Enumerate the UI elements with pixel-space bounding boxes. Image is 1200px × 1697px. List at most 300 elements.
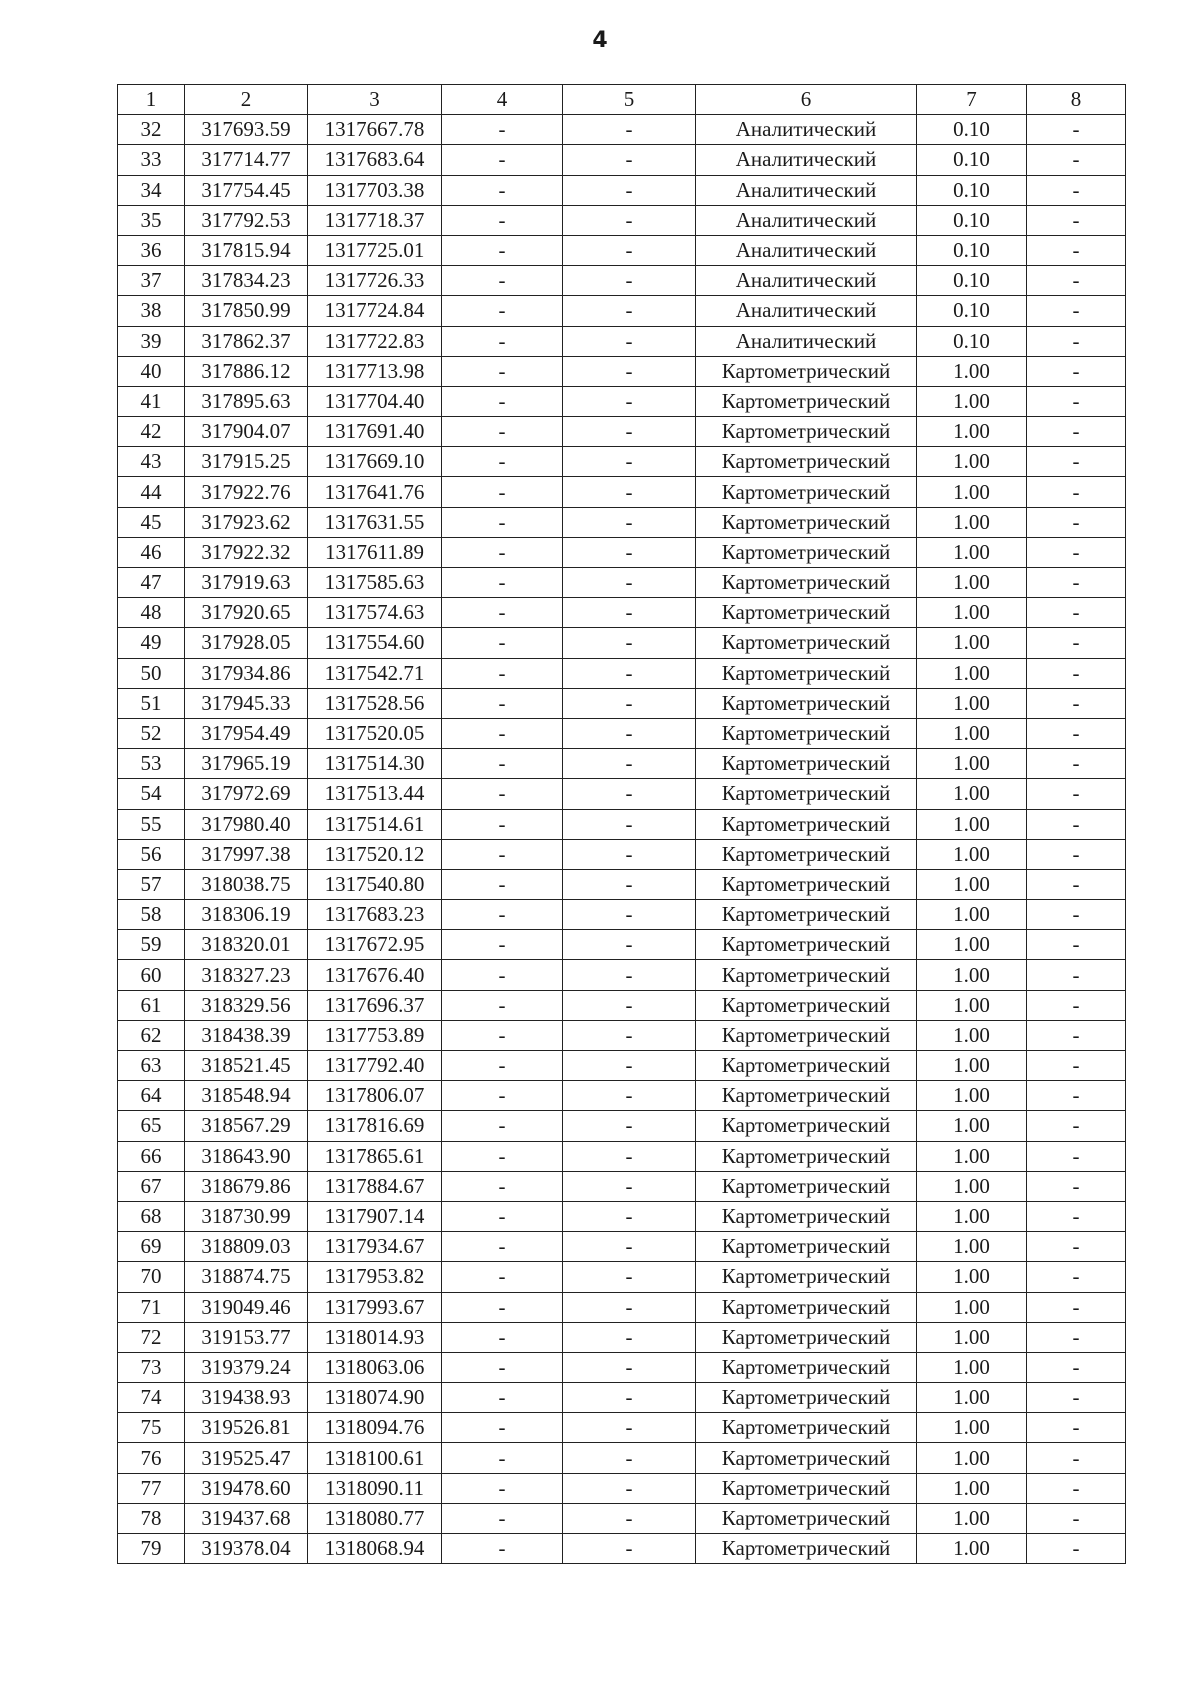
x-coordinate-cell: 317934.86 — [185, 658, 308, 688]
x-coordinate-cell: 318329.56 — [185, 990, 308, 1020]
column-8-cell: - — [1027, 145, 1126, 175]
table-row — [118, 356, 1126, 386]
point-number-cell: 56 — [118, 839, 185, 869]
point-number-cell: 41 — [118, 386, 185, 416]
column-4-cell: - — [442, 115, 563, 145]
method-cell: Картометрический — [696, 1443, 917, 1473]
column-5-cell: - — [563, 175, 696, 205]
x-coordinate-cell: 318327.23 — [185, 960, 308, 990]
column-8-cell: - — [1027, 417, 1126, 447]
column-5-cell: - — [563, 1232, 696, 1262]
method-cell: Картометрический — [696, 1171, 917, 1201]
column-4-cell: - — [442, 507, 563, 537]
method-cell: Картометрический — [696, 537, 917, 567]
column-5-cell: - — [563, 1020, 696, 1050]
table-row — [118, 1201, 1126, 1231]
table-row — [118, 1020, 1126, 1050]
y-coordinate-cell: 1318068.94 — [308, 1534, 442, 1564]
column-4-cell: - — [442, 1201, 563, 1231]
y-coordinate-cell: 1318074.90 — [308, 1383, 442, 1413]
accuracy-cell: 1.00 — [917, 1111, 1027, 1141]
method-cell: Картометрический — [696, 688, 917, 718]
y-coordinate-cell: 1317513.44 — [308, 779, 442, 809]
column-4-cell: - — [442, 839, 563, 869]
column-4-cell: - — [442, 1111, 563, 1141]
accuracy-cell: 1.00 — [917, 779, 1027, 809]
column-4-cell: - — [442, 1292, 563, 1322]
column-8-cell: - — [1027, 235, 1126, 265]
column-4-cell: - — [442, 447, 563, 477]
column-8-cell: - — [1027, 1534, 1126, 1564]
table-row — [118, 1232, 1126, 1262]
column-5-cell: - — [563, 960, 696, 990]
table-row — [118, 1352, 1126, 1382]
column-5-cell: - — [563, 1051, 696, 1081]
column-5-cell: - — [563, 1171, 696, 1201]
x-coordinate-cell: 318320.01 — [185, 930, 308, 960]
accuracy-cell: 1.00 — [917, 1534, 1027, 1564]
accuracy-cell: 1.00 — [917, 1020, 1027, 1050]
accuracy-cell: 1.00 — [917, 900, 1027, 930]
x-coordinate-cell: 317834.23 — [185, 266, 308, 296]
x-coordinate-cell: 319478.60 — [185, 1473, 308, 1503]
point-number-cell: 60 — [118, 960, 185, 990]
x-coordinate-cell: 317693.59 — [185, 115, 308, 145]
table-row — [118, 145, 1126, 175]
method-cell: Картометрический — [696, 1201, 917, 1231]
table-row — [118, 1503, 1126, 1533]
y-coordinate-cell: 1317704.40 — [308, 386, 442, 416]
table-row — [118, 1171, 1126, 1201]
column-5-cell: - — [563, 1111, 696, 1141]
y-coordinate-cell: 1317631.55 — [308, 507, 442, 537]
accuracy-cell: 1.00 — [917, 1413, 1027, 1443]
accuracy-cell: 0.10 — [917, 145, 1027, 175]
table-row — [118, 990, 1126, 1020]
y-coordinate-cell: 1317753.89 — [308, 1020, 442, 1050]
x-coordinate-cell: 317972.69 — [185, 779, 308, 809]
accuracy-cell: 1.00 — [917, 1443, 1027, 1473]
column-8-cell: - — [1027, 1503, 1126, 1533]
method-cell: Картометрический — [696, 1081, 917, 1111]
point-number-cell: 49 — [118, 628, 185, 658]
point-number-cell: 79 — [118, 1534, 185, 1564]
column-5-cell: - — [563, 1262, 696, 1292]
x-coordinate-cell: 317954.49 — [185, 718, 308, 748]
column-5-cell: - — [563, 628, 696, 658]
column-4-cell: - — [442, 326, 563, 356]
x-coordinate-cell: 317862.37 — [185, 326, 308, 356]
column-8-cell: - — [1027, 537, 1126, 567]
column-5-cell: - — [563, 598, 696, 628]
column-5-cell: - — [563, 1503, 696, 1533]
column-8-cell: - — [1027, 688, 1126, 718]
column-8-cell: - — [1027, 869, 1126, 899]
table-row — [118, 598, 1126, 628]
accuracy-cell: 1.00 — [917, 356, 1027, 386]
accuracy-cell: 1.00 — [917, 1171, 1027, 1201]
point-number-cell: 51 — [118, 688, 185, 718]
column-8-cell: - — [1027, 1020, 1126, 1050]
column-5-cell: - — [563, 266, 696, 296]
column-8-cell: - — [1027, 628, 1126, 658]
method-cell: Картометрический — [696, 507, 917, 537]
method-cell: Картометрический — [696, 356, 917, 386]
column-5-cell: - — [563, 386, 696, 416]
accuracy-cell: 1.00 — [917, 386, 1027, 416]
accuracy-cell: 1.00 — [917, 1322, 1027, 1352]
x-coordinate-cell: 317915.25 — [185, 447, 308, 477]
accuracy-cell: 1.00 — [917, 1232, 1027, 1262]
accuracy-cell: 1.00 — [917, 1051, 1027, 1081]
y-coordinate-cell: 1318100.61 — [308, 1443, 442, 1473]
method-cell: Картометрический — [696, 417, 917, 447]
accuracy-cell: 1.00 — [917, 537, 1027, 567]
point-number-cell: 50 — [118, 658, 185, 688]
y-coordinate-cell: 1317669.10 — [308, 447, 442, 477]
point-number-cell: 57 — [118, 869, 185, 899]
method-cell: Картометрический — [696, 839, 917, 869]
column-4-cell: - — [442, 417, 563, 447]
column-8-cell: - — [1027, 1141, 1126, 1171]
accuracy-cell: 1.00 — [917, 1292, 1027, 1322]
column-8-cell: - — [1027, 266, 1126, 296]
y-coordinate-cell: 1317542.71 — [308, 658, 442, 688]
x-coordinate-cell: 317815.94 — [185, 235, 308, 265]
point-number-cell: 37 — [118, 266, 185, 296]
column-5-cell: - — [563, 930, 696, 960]
x-coordinate-cell: 318548.94 — [185, 1081, 308, 1111]
column-4-cell: - — [442, 1534, 563, 1564]
accuracy-cell: 1.00 — [917, 417, 1027, 447]
x-coordinate-cell: 319153.77 — [185, 1322, 308, 1352]
table-row — [118, 809, 1126, 839]
point-number-cell: 66 — [118, 1141, 185, 1171]
point-number-cell: 39 — [118, 326, 185, 356]
column-5-cell: - — [563, 507, 696, 537]
column-4-cell: - — [442, 779, 563, 809]
method-cell: Картометрический — [696, 1352, 917, 1382]
point-number-cell: 55 — [118, 809, 185, 839]
accuracy-cell: 1.00 — [917, 1503, 1027, 1533]
column-header-5: 5 — [563, 85, 696, 115]
y-coordinate-cell: 1317792.40 — [308, 1051, 442, 1081]
method-cell: Картометрический — [696, 718, 917, 748]
y-coordinate-cell: 1317725.01 — [308, 235, 442, 265]
column-4-cell: - — [442, 1352, 563, 1382]
point-number-cell: 52 — [118, 718, 185, 748]
column-4-cell: - — [442, 1051, 563, 1081]
point-number-cell: 45 — [118, 507, 185, 537]
column-8-cell: - — [1027, 356, 1126, 386]
accuracy-cell: 1.00 — [917, 869, 1027, 899]
column-4-cell: - — [442, 1141, 563, 1171]
accuracy-cell: 1.00 — [917, 628, 1027, 658]
column-4-cell: - — [442, 1322, 563, 1352]
method-cell: Картометрический — [696, 869, 917, 899]
column-8-cell: - — [1027, 658, 1126, 688]
column-5-cell: - — [563, 688, 696, 718]
x-coordinate-cell: 317792.53 — [185, 205, 308, 235]
method-cell: Картометрический — [696, 779, 917, 809]
method-cell: Картометрический — [696, 568, 917, 598]
point-number-cell: 54 — [118, 779, 185, 809]
method-cell: Аналитический — [696, 296, 917, 326]
column-4-cell: - — [442, 869, 563, 899]
table-row — [118, 386, 1126, 416]
column-8-cell: - — [1027, 1383, 1126, 1413]
y-coordinate-cell: 1317934.67 — [308, 1232, 442, 1262]
x-coordinate-cell: 319378.04 — [185, 1534, 308, 1564]
y-coordinate-cell: 1317718.37 — [308, 205, 442, 235]
table-row — [118, 718, 1126, 748]
column-5-cell: - — [563, 477, 696, 507]
accuracy-cell: 1.00 — [917, 1262, 1027, 1292]
table-row — [118, 296, 1126, 326]
x-coordinate-cell: 317920.65 — [185, 598, 308, 628]
column-4-cell: - — [442, 960, 563, 990]
column-8-cell: - — [1027, 507, 1126, 537]
coordinates-table — [117, 84, 1126, 1564]
table-row — [118, 628, 1126, 658]
y-coordinate-cell: 1317703.38 — [308, 175, 442, 205]
table-row — [118, 1051, 1126, 1081]
y-coordinate-cell: 1317514.30 — [308, 749, 442, 779]
point-number-cell: 36 — [118, 235, 185, 265]
point-number-cell: 33 — [118, 145, 185, 175]
point-number-cell: 68 — [118, 1201, 185, 1231]
x-coordinate-cell: 319526.81 — [185, 1413, 308, 1443]
x-coordinate-cell: 318679.86 — [185, 1171, 308, 1201]
y-coordinate-cell: 1317865.61 — [308, 1141, 442, 1171]
column-8-cell: - — [1027, 990, 1126, 1020]
column-4-cell: - — [442, 386, 563, 416]
y-coordinate-cell: 1318014.93 — [308, 1322, 442, 1352]
column-8-cell: - — [1027, 1413, 1126, 1443]
method-cell: Картометрический — [696, 1262, 917, 1292]
table-row — [118, 417, 1126, 447]
table-row — [118, 568, 1126, 598]
table-row — [118, 477, 1126, 507]
column-8-cell: - — [1027, 1201, 1126, 1231]
method-cell: Картометрический — [696, 1141, 917, 1171]
x-coordinate-cell: 319379.24 — [185, 1352, 308, 1382]
column-5-cell: - — [563, 990, 696, 1020]
method-cell: Картометрический — [696, 1111, 917, 1141]
column-4-cell: - — [442, 900, 563, 930]
point-number-cell: 65 — [118, 1111, 185, 1141]
accuracy-cell: 1.00 — [917, 1352, 1027, 1382]
column-5-cell: - — [563, 205, 696, 235]
column-5-cell: - — [563, 839, 696, 869]
column-8-cell: - — [1027, 598, 1126, 628]
column-8-cell: - — [1027, 1051, 1126, 1081]
method-cell: Картометрический — [696, 1020, 917, 1050]
method-cell: Картометрический — [696, 930, 917, 960]
point-number-cell: 44 — [118, 477, 185, 507]
point-number-cell: 46 — [118, 537, 185, 567]
method-cell: Картометрический — [696, 1232, 917, 1262]
accuracy-cell: 0.10 — [917, 266, 1027, 296]
page-number: 4 — [592, 28, 608, 53]
y-coordinate-cell: 1317907.14 — [308, 1201, 442, 1231]
column-4-cell: - — [442, 356, 563, 386]
column-8-cell: - — [1027, 296, 1126, 326]
point-number-cell: 32 — [118, 115, 185, 145]
column-5-cell: - — [563, 869, 696, 899]
method-cell: Картометрический — [696, 477, 917, 507]
column-5-cell: - — [563, 326, 696, 356]
x-coordinate-cell: 318809.03 — [185, 1232, 308, 1262]
column-4-cell: - — [442, 628, 563, 658]
accuracy-cell: 1.00 — [917, 1201, 1027, 1231]
accuracy-cell: 1.00 — [917, 990, 1027, 1020]
point-number-cell: 43 — [118, 447, 185, 477]
column-8-cell: - — [1027, 447, 1126, 477]
accuracy-cell: 1.00 — [917, 598, 1027, 628]
y-coordinate-cell: 1317683.64 — [308, 145, 442, 175]
x-coordinate-cell: 317928.05 — [185, 628, 308, 658]
accuracy-cell: 1.00 — [917, 688, 1027, 718]
column-4-cell: - — [442, 537, 563, 567]
method-cell: Картометрический — [696, 658, 917, 688]
x-coordinate-cell: 319438.93 — [185, 1383, 308, 1413]
column-header-1: 1 — [118, 85, 185, 115]
column-4-cell: - — [442, 598, 563, 628]
accuracy-cell: 1.00 — [917, 477, 1027, 507]
column-8-cell: - — [1027, 960, 1126, 990]
accuracy-cell: 1.00 — [917, 839, 1027, 869]
column-5-cell: - — [563, 1383, 696, 1413]
column-5-cell: - — [563, 235, 696, 265]
y-coordinate-cell: 1317672.95 — [308, 930, 442, 960]
column-4-cell: - — [442, 205, 563, 235]
table-row — [118, 1262, 1126, 1292]
column-8-cell: - — [1027, 749, 1126, 779]
table-row — [118, 326, 1126, 356]
column-8-cell: - — [1027, 900, 1126, 930]
accuracy-cell: 1.00 — [917, 568, 1027, 598]
column-4-cell: - — [442, 477, 563, 507]
method-cell: Картометрический — [696, 1051, 917, 1081]
column-8-cell: - — [1027, 839, 1126, 869]
point-number-cell: 62 — [118, 1020, 185, 1050]
y-coordinate-cell: 1317554.60 — [308, 628, 442, 658]
method-cell: Аналитический — [696, 326, 917, 356]
accuracy-cell: 0.10 — [917, 205, 1027, 235]
point-number-cell: 67 — [118, 1171, 185, 1201]
method-cell: Аналитический — [696, 145, 917, 175]
x-coordinate-cell: 318438.39 — [185, 1020, 308, 1050]
column-4-cell: - — [442, 1413, 563, 1443]
column-5-cell: - — [563, 417, 696, 447]
table-row — [118, 235, 1126, 265]
y-coordinate-cell: 1317722.83 — [308, 326, 442, 356]
x-coordinate-cell: 318306.19 — [185, 900, 308, 930]
point-number-cell: 63 — [118, 1051, 185, 1081]
column-8-cell: - — [1027, 1171, 1126, 1201]
column-5-cell: - — [563, 1534, 696, 1564]
column-4-cell: - — [442, 688, 563, 718]
accuracy-cell: 1.00 — [917, 1383, 1027, 1413]
x-coordinate-cell: 317714.77 — [185, 145, 308, 175]
column-4-cell: - — [442, 1232, 563, 1262]
method-cell: Картометрический — [696, 447, 917, 477]
column-8-cell: - — [1027, 205, 1126, 235]
column-5-cell: - — [563, 356, 696, 386]
column-header-4: 4 — [442, 85, 563, 115]
accuracy-cell: 0.10 — [917, 326, 1027, 356]
y-coordinate-cell: 1317574.63 — [308, 598, 442, 628]
column-4-cell: - — [442, 718, 563, 748]
table-row — [118, 1443, 1126, 1473]
accuracy-cell: 1.00 — [917, 1141, 1027, 1171]
method-cell: Аналитический — [696, 205, 917, 235]
point-number-cell: 38 — [118, 296, 185, 326]
point-number-cell: 74 — [118, 1383, 185, 1413]
x-coordinate-cell: 317895.63 — [185, 386, 308, 416]
y-coordinate-cell: 1317884.67 — [308, 1171, 442, 1201]
x-coordinate-cell: 317754.45 — [185, 175, 308, 205]
point-number-cell: 64 — [118, 1081, 185, 1111]
column-header-3: 3 — [308, 85, 442, 115]
column-header-7: 7 — [917, 85, 1027, 115]
table-row — [118, 266, 1126, 296]
table-row — [118, 537, 1126, 567]
method-cell: Картометрический — [696, 960, 917, 990]
accuracy-cell: 1.00 — [917, 447, 1027, 477]
column-5-cell: - — [563, 115, 696, 145]
method-cell: Картометрический — [696, 1413, 917, 1443]
column-8-cell: - — [1027, 568, 1126, 598]
x-coordinate-cell: 317850.99 — [185, 296, 308, 326]
column-4-cell: - — [442, 749, 563, 779]
method-cell: Аналитический — [696, 235, 917, 265]
y-coordinate-cell: 1318080.77 — [308, 1503, 442, 1533]
column-4-cell: - — [442, 1081, 563, 1111]
column-5-cell: - — [563, 296, 696, 326]
table-row — [118, 1534, 1126, 1564]
y-coordinate-cell: 1317993.67 — [308, 1292, 442, 1322]
table-row — [118, 900, 1126, 930]
column-5-cell: - — [563, 1413, 696, 1443]
column-5-cell: - — [563, 658, 696, 688]
x-coordinate-cell: 317922.76 — [185, 477, 308, 507]
column-8-cell: - — [1027, 115, 1126, 145]
x-coordinate-cell: 317923.62 — [185, 507, 308, 537]
column-8-cell: - — [1027, 1232, 1126, 1262]
table-row — [118, 1111, 1126, 1141]
accuracy-cell: 1.00 — [917, 1081, 1027, 1111]
x-coordinate-cell: 317886.12 — [185, 356, 308, 386]
point-number-cell: 71 — [118, 1292, 185, 1322]
method-cell: Картометрический — [696, 900, 917, 930]
method-cell: Картометрический — [696, 1473, 917, 1503]
y-coordinate-cell: 1317724.84 — [308, 296, 442, 326]
method-cell: Картометрический — [696, 1503, 917, 1533]
point-number-cell: 53 — [118, 749, 185, 779]
y-coordinate-cell: 1317676.40 — [308, 960, 442, 990]
accuracy-cell: 0.10 — [917, 175, 1027, 205]
x-coordinate-cell: 317997.38 — [185, 839, 308, 869]
table-row — [118, 175, 1126, 205]
column-5-cell: - — [563, 447, 696, 477]
column-5-cell: - — [563, 537, 696, 567]
method-cell: Аналитический — [696, 175, 917, 205]
accuracy-cell: 1.00 — [917, 1473, 1027, 1503]
column-8-cell: - — [1027, 718, 1126, 748]
column-8-cell: - — [1027, 1473, 1126, 1503]
